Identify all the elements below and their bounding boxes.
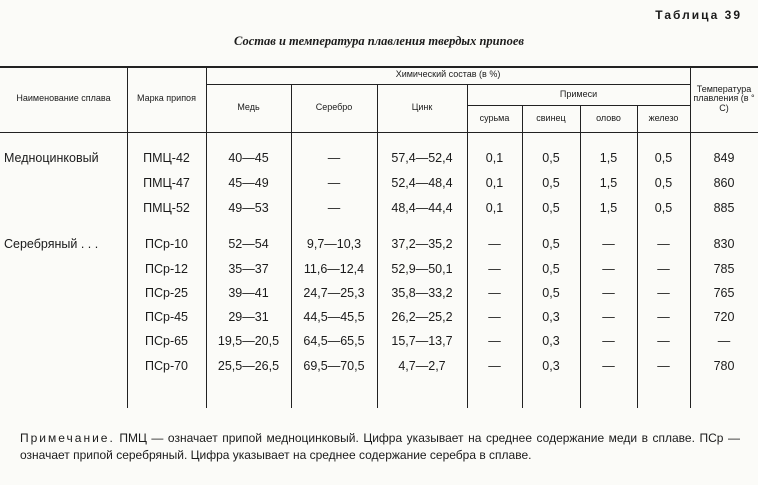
cell-antimony: — bbox=[488, 358, 501, 373]
cell-silver: 44,5—45,5 bbox=[303, 310, 365, 325]
cell-silver: 24,7—25,3 bbox=[303, 286, 365, 301]
cell-temp: 765 bbox=[713, 286, 735, 301]
cell-grade: ПСр-45 bbox=[144, 310, 189, 325]
cell-antimony: 0,1 bbox=[485, 175, 504, 190]
cell-tin: — bbox=[602, 358, 615, 373]
cell-tin: 1,5 bbox=[599, 175, 618, 190]
cell-grade: ПМЦ-52 bbox=[143, 200, 190, 215]
col-header-tin: олово bbox=[596, 112, 621, 123]
col-header-lead: свинец bbox=[536, 112, 566, 123]
cell-temp: — bbox=[717, 334, 731, 349]
cell-silver: — bbox=[327, 151, 341, 166]
cell-lead: 0,5 bbox=[542, 237, 560, 252]
cell-iron: — bbox=[657, 310, 670, 325]
col-header-antimony: сурьма bbox=[479, 112, 510, 123]
cell-lead: 0,5 bbox=[542, 286, 560, 301]
cell-tin: — bbox=[602, 310, 615, 325]
cell-silver: 9,7—10,3 bbox=[306, 237, 362, 252]
cell-temp: 780 bbox=[713, 358, 735, 373]
cell-zinc: 57,4—52,4 bbox=[391, 151, 453, 166]
cell-iron: 0,5 bbox=[654, 151, 673, 166]
cell-copper: 29—31 bbox=[228, 310, 269, 325]
col-header-copper: Медь bbox=[237, 102, 260, 113]
cell-copper: 25,5—26,5 bbox=[217, 358, 280, 373]
cell-copper: 52—54 bbox=[228, 237, 269, 252]
cell-silver: 11,6—12,4 bbox=[303, 261, 365, 276]
cell-grade: ПСр-70 bbox=[144, 358, 189, 373]
col-header-chem: Химический состав (в %) bbox=[395, 69, 501, 80]
col-header-zinc: Цинк bbox=[411, 102, 433, 113]
cell-iron: — bbox=[657, 237, 670, 252]
cell-lead: 0,5 bbox=[542, 200, 560, 215]
cell-lead: 0,3 bbox=[542, 334, 560, 349]
col-header-silver: Серебро bbox=[315, 102, 353, 113]
cell-silver: — bbox=[327, 200, 341, 215]
cell-iron: — bbox=[657, 358, 670, 373]
alloy-group-name: Медноцинковый bbox=[4, 151, 99, 166]
cell-copper: 49—53 bbox=[228, 200, 269, 215]
cell-tin: — bbox=[602, 286, 615, 301]
col-header-impurities: Примеси bbox=[559, 88, 598, 99]
cell-antimony: 0,1 bbox=[485, 151, 504, 166]
table-note bbox=[20, 430, 740, 464]
cell-silver: 64,5—65,5 bbox=[303, 334, 365, 349]
cell-zinc: 37,2—35,2 bbox=[391, 237, 453, 252]
cell-lead: 0,3 bbox=[542, 310, 560, 325]
cell-copper: 40—45 bbox=[228, 151, 269, 166]
cell-antimony: — bbox=[488, 310, 501, 325]
cell-silver: — bbox=[327, 175, 341, 190]
note-text: ПМЦ — означает припой медноцинковый. Цифра указывает на среднее содержание меди в сплаве. ПСр — означает припой серебряный. Цифра указывает на среднее содержание серебра в сплаве. bbox=[20, 431, 740, 462]
cell-temp: 830 bbox=[713, 237, 735, 252]
cell-temp: 860 bbox=[713, 175, 735, 190]
cell-tin: 1,5 bbox=[599, 200, 618, 215]
cell-iron: — bbox=[657, 334, 670, 349]
col-header-grade: Марка припоя bbox=[137, 93, 196, 104]
col-header-alloy: Наименование сплава bbox=[16, 93, 111, 104]
cell-zinc: 35,8—33,2 bbox=[391, 286, 453, 301]
cell-antimony: — bbox=[488, 261, 501, 276]
cell-grade: ПМЦ-47 bbox=[143, 175, 190, 190]
cell-temp: 849 bbox=[713, 151, 735, 166]
cell-copper: 35—37 bbox=[228, 261, 269, 276]
cell-zinc: 15,7—13,7 bbox=[391, 334, 453, 349]
cell-iron: — bbox=[657, 286, 670, 301]
cell-lead: 0,5 bbox=[542, 151, 560, 166]
cell-zinc: 4,7—2,7 bbox=[398, 358, 446, 373]
table-number: Таблица 39 bbox=[655, 8, 742, 22]
cell-copper: 19,5—20,5 bbox=[217, 334, 280, 349]
cell-grade: ПСр-12 bbox=[144, 261, 189, 276]
cell-tin: — bbox=[602, 334, 615, 349]
col-header-temp: Температура плавления (в ° С) bbox=[693, 83, 755, 113]
cell-lead: 0,3 bbox=[542, 358, 560, 373]
cell-copper: 39—41 bbox=[228, 286, 269, 301]
cell-grade: ПСр-25 bbox=[144, 286, 189, 301]
cell-zinc: 48,4—44,4 bbox=[391, 200, 453, 215]
cell-temp: 885 bbox=[713, 200, 735, 215]
cell-tin: — bbox=[602, 237, 615, 252]
cell-antimony: — bbox=[488, 286, 501, 301]
cell-temp: 720 bbox=[713, 310, 735, 325]
rule-line bbox=[0, 132, 758, 133]
note-lead: Примечание. bbox=[20, 431, 115, 445]
cell-antimony: — bbox=[488, 334, 501, 349]
cell-grade: ПСр-10 bbox=[144, 237, 189, 252]
cell-zinc: 52,4—48,4 bbox=[391, 175, 453, 190]
cell-grade: ПМЦ-42 bbox=[143, 151, 190, 166]
cell-zinc: 52,9—50,1 bbox=[391, 261, 453, 276]
cell-lead: 0,5 bbox=[542, 261, 560, 276]
cell-iron: 0,5 bbox=[654, 200, 673, 215]
cell-silver: 69,5—70,5 bbox=[303, 358, 365, 373]
cell-tin: — bbox=[602, 261, 615, 276]
cell-iron: — bbox=[657, 261, 670, 276]
cell-tin: 1,5 bbox=[599, 151, 618, 166]
cell-copper: 45—49 bbox=[228, 175, 269, 190]
cell-grade: ПСр-65 bbox=[144, 334, 189, 349]
cell-lead: 0,5 bbox=[542, 175, 560, 190]
cell-antimony: — bbox=[488, 237, 501, 252]
cell-zinc: 26,2—25,2 bbox=[391, 310, 453, 325]
col-header-iron: железо bbox=[648, 112, 679, 123]
alloy-group-name: Серебряный . . . bbox=[4, 237, 99, 252]
cell-antimony: 0,1 bbox=[485, 200, 504, 215]
cell-temp: 785 bbox=[713, 261, 735, 276]
cell-iron: 0,5 bbox=[654, 175, 673, 190]
table-title: Состав и температура плавления твердых припоев bbox=[234, 34, 524, 48]
